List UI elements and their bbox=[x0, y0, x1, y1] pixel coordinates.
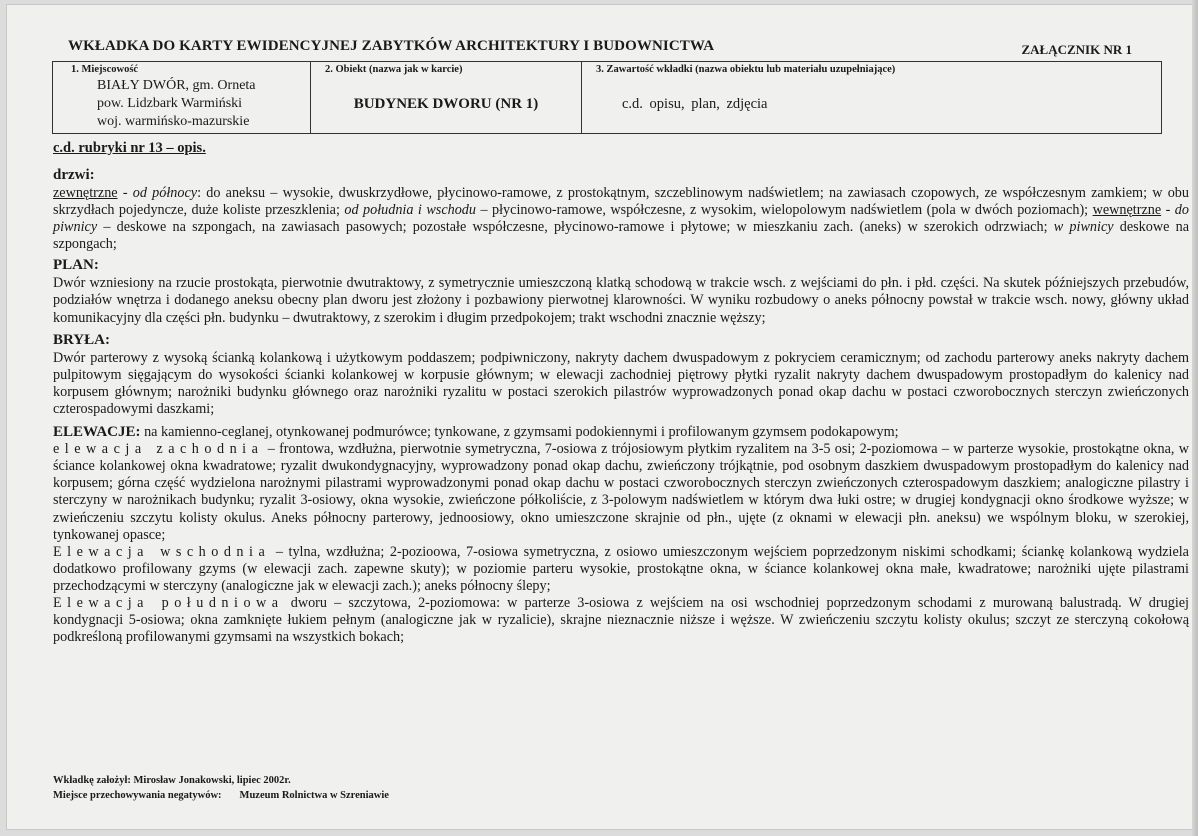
scan-edge bbox=[1192, 0, 1198, 836]
section-heading-drzwi: drzwi: bbox=[53, 167, 95, 183]
content-label: 3. Zawartość wkładki (nazwa obiektu lub materiału uzupełniające) bbox=[596, 64, 896, 75]
annex-number: ZAŁĄCZNIK NR 1 bbox=[1021, 42, 1132, 57]
section-heading-elewacje: ELEWACJE: bbox=[53, 424, 141, 441]
section-elewacja-poludniowa: Elewacja południowa dworu – szczytowa, 2-poziomowa: w parterze 3-osiowa z wejściem na osi wschodniej poprzedzonym schodami z murowaną balustradą. W drugiej kondygnacji 5-osiowa; okna zamknięte łukiem pełnym (analogiczne jak w ryzalicie), skrajne nieznacznie niższe i węższe. W zwieńczeniu szczytu kolisty okulus; szczyt ze sterczyną cokołową podkreśloną profilowanymi gzymsami na wszystkich bokach; bbox=[53, 594, 1189, 646]
document-sheet bbox=[6, 4, 1194, 830]
section-heading-bryla: BRYŁA: bbox=[53, 331, 110, 348]
section-text-plan: Dwór wzniesiony na rzucie prostokąta, pierwotnie dwutraktowy, z symetrycznie umieszczoną klatką schodową w trakcie wsch. z wejściami do płn. i płd. części. Na skutek późniejszych przebudów, podziałów wnętrza i dodanego aneksu obecny plan dworu jest złożony i pozbawiony pierwotnej klarowności. W wyniku rozbudowy o aneks północny powstał w trakcie wsch. nowy, główny układ komunikacyjny dla części płn. budynku – dwutraktowy, z szerokim i długim przedpokojem; trakt wschodni znacznie węższy; bbox=[53, 275, 1189, 326]
object-value: BUDYNEK DWORU (NR 1) bbox=[353, 96, 539, 112]
content-cell bbox=[582, 62, 1161, 133]
place-cell bbox=[53, 62, 311, 133]
section-heading-plan: PLAN: bbox=[53, 257, 99, 274]
object-cell bbox=[311, 62, 582, 133]
section-text-bryla: Dwór parterowy z wysoką ścianką kolankową i użytkowym poddaszem; podpiwniczony, nakryty dachem dwuspadowym z pokryciem ceramicznym; od zachodu parterowy aneks nakryty dachem pulpitowym sięgającym do wysokości ścianki kolankowej w korpusie głównym; w elewacji zachodniej piętrowy płytki ryzalit nakryty dachem dwuspadowym prostopadłym do kalenicy nad korpusem głównym; narożniki budynku głównego oraz narożniki ryzalitu w postaci szerokich pilastrów wyprowadzonych ponad okap dachu w postaci czworobocznych sterczyn zwieńczonych czterospadowymi daszkami; bbox=[53, 349, 1189, 417]
place-line: woj. warmińsko-mazurskie bbox=[97, 114, 250, 129]
place-label: 1. Miejscowość bbox=[71, 64, 139, 75]
section-text-drzwi: zewnętrzne - od północy: do aneksu – wysokie, dwuskrzydłowe, płycinowo-ramowe, z prostokątnym, szczeblinowym nadświetlem; na zawiasach czopowych, ze współczesnym zamkiem; w obu skrzydłach pojedyncze, duże koliste przeszklenia; od południa i wschodu – płycinowo-ramowe, współczesne, z wysokim, wielopolowym nadświetlem (pola w dwóch poziomach); wewnętrzne - do piwnicy – deskowe na szpongach, na zawiasach pasowych; pozostałe współczesne, płycinowo-ramowe i płytowe; w mieszkaniu zach. (aneks) w szerokich odrzwiach; w piwnicy deskowe na szpongach; bbox=[53, 185, 1189, 253]
description-body bbox=[53, 165, 1189, 646]
header-table bbox=[52, 61, 1162, 134]
footer-author: Wkładkę założył: Mirosław Jonakowski, lipiec 2002r. bbox=[53, 775, 291, 786]
section-elewacje: ELEWACJE: na kamienno-ceglanej, otynkowanej podmurówce; tynkowane, z gzymsami podokiennymi i profilowanym gzymsem podokapowym; bbox=[53, 424, 899, 441]
place-value bbox=[97, 77, 256, 131]
rubric-heading: c.d. rubryki nr 13 – opis. bbox=[53, 140, 206, 156]
place-line: BIAŁY DWÓR, gm. Orneta bbox=[97, 78, 256, 93]
footer-storage: Miejsce przechowywania negatywów: Muzeum Rolnictwa w Szreniawie bbox=[53, 790, 389, 801]
section-elewacja-zachodnia: elewacja zachodnia – frontowa, wzdłużna, pierwotnie symetryczna, 7-osiowa z trójosiowym płytkim ryzalitem na 3-5 osi; 2-poziomowa – w parterze wysokie, prostokątne okna, w ściance kolankowej okna kwadratowe; ryzalit dwukondygnacyjny, wyprowadzony ponad okap dachu, zwieńczony trójkątnie, pod osobnym daszkiem dwuspadowym prostopadłym do kalenicy nad korpusem; górna część wydzielona narożnymi pilastrami wyprowadzonymi ponad okap dachu w postaci czworobocznych sterczyn zwieńczonych czterospadowym daszkiem; analogiczne pilastry i sterczyny w narożnikach budynku; ryzalit 3-osiowy, okna wysokie, zwieńczone półkoliście, z 3-polowym nadświetlem w którym dwa łuki ostre; w drugiej kondygnacji okno środkowe wyższe; w zwieńczeniu szczytu kolisty okulus. Aneks północny parterowy, jednoosiowy, okno umieszczone skrajnie od płn., ujęte (z oknami w elewacji płn. aneksu) we wspólnym bloku, w szerokiej, tynkowanej opasce; bbox=[53, 441, 1189, 543]
content-value: c.d. opisu, plan, zdjęcia bbox=[622, 96, 768, 112]
place-line: pow. Lidzbark Warmiński bbox=[97, 96, 243, 111]
section-elewacja-wschodnia: Elewacja wschodnia – tylna, wzdłużna; 2-pozioowa, 7-osiowa symetryczna, z osiowo umieszczonym wejściem poprzedzonym niskimi schodkami; ściankę kolankową wydziela dodatkowo profilowany gzyms (w elewacji zach. zapewne skuty); w poziomie parteru wysokie, prostokątne okna, w ściance kolankowej okna małe, kwadratowe; narożniki ujęte pilastrami przechodzącymi w sterczyny (analogiczne jak w elewacji zach.); aneks północny ślepy; bbox=[53, 543, 1189, 594]
footer bbox=[53, 773, 389, 803]
document-title: WKŁADKA DO KARTY EWIDENCYJNEJ ZABYTKÓW ARCHITEKTURY I BUDOWNICTWA bbox=[68, 38, 715, 54]
object-label: 2. Obiekt (nazwa jak w karcie) bbox=[325, 64, 463, 75]
